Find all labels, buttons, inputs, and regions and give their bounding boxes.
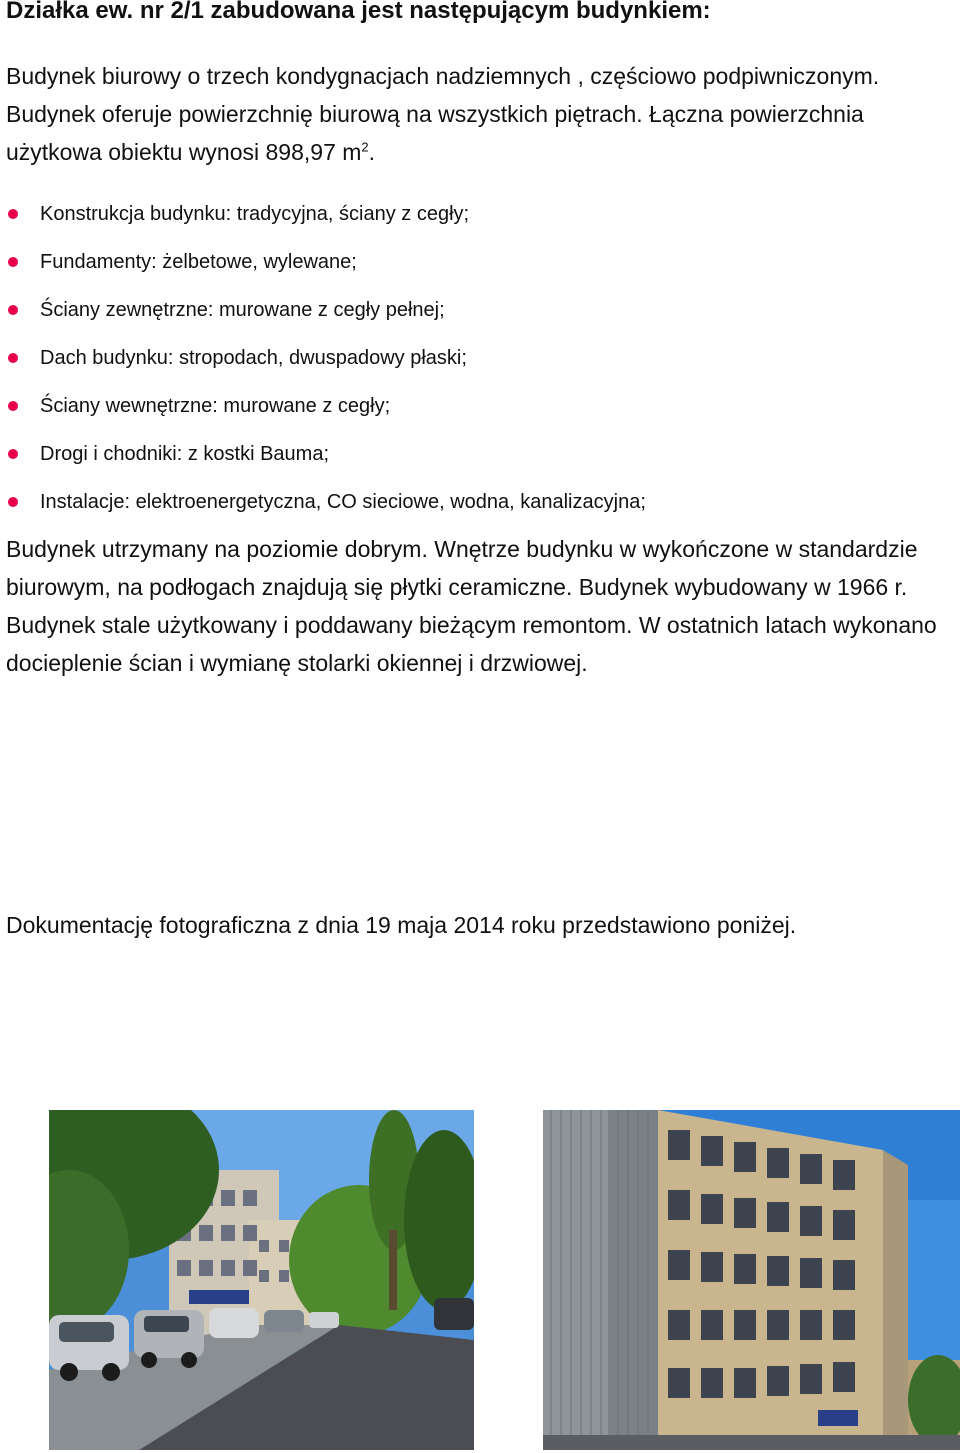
bullet-icon [8, 449, 18, 459]
feature-text: Instalacje: elektroenergetyczna, CO sieciowe, wodna, kanalizacyjna; [40, 491, 646, 513]
feature-item [0, 430, 646, 478]
bullet-icon [8, 305, 18, 315]
feature-text: Dach budynku: stropodach, dwuspadowy płaski; [40, 347, 467, 369]
feature-text: Fundamenty: żelbetowe, wylewane; [40, 251, 357, 273]
bullet-icon [8, 497, 18, 507]
bullet-icon [8, 257, 18, 267]
description-paragraph: Budynek utrzymany na poziomie dobrym. Wnętrze budynku w wykończone w standardzie biurowym, na podłogach znajdują się płytki ceramiczne. Budynek wybudowany w 1966 r. Budynek stale użytkowany i poddawany bieżącym remontom. W ostatnich latach wykonano docieplenie ścian i wymianę stolarki okiennej i drzwiowej. [6, 536, 937, 676]
bullet-icon [8, 401, 18, 411]
intro-paragraph [6, 57, 951, 171]
feature-item [0, 478, 646, 526]
feature-text: Konstrukcja budynku: tradycyjna, ściany z cegły; [40, 203, 470, 225]
bullet-icon [8, 209, 18, 219]
building-features-list [0, 190, 646, 526]
feature-text: Ściany zewnętrzne: murowane z cegły pełnej; [40, 299, 445, 321]
feature-text: Ściany wewnętrzne: murowane z cegły; [40, 395, 391, 417]
feature-item [0, 286, 646, 334]
feature-item [0, 190, 646, 238]
intro-text: Budynek biurowy o trzech kondygnacjach nadziemnych , częściowo podpiwniczonym. Budynek oferuje powierzchnię biurową na wszystkich piętrach. Łączna powierzchnia użytkowa obiektu wynosi 898,97 m [6, 63, 880, 165]
feature-item [0, 334, 646, 382]
intro-end: . [368, 139, 376, 165]
feature-item [0, 238, 646, 286]
feature-text: Drogi i chodniki: z kostki Bauma; [40, 443, 330, 465]
photo-caption: Dokumentację fotograficzna z dnia 19 maja 2014 roku przedstawiono poniżej. [6, 912, 797, 938]
feature-item [0, 382, 646, 430]
building-facade-photo [543, 1110, 960, 1450]
page-heading: Działka ew. nr 2/1 zabudowana jest następującym budynkiem: [6, 0, 711, 24]
street-view-photo [49, 1110, 474, 1450]
bullet-icon [8, 353, 18, 363]
area-unit-superscript: 2 [361, 139, 369, 155]
